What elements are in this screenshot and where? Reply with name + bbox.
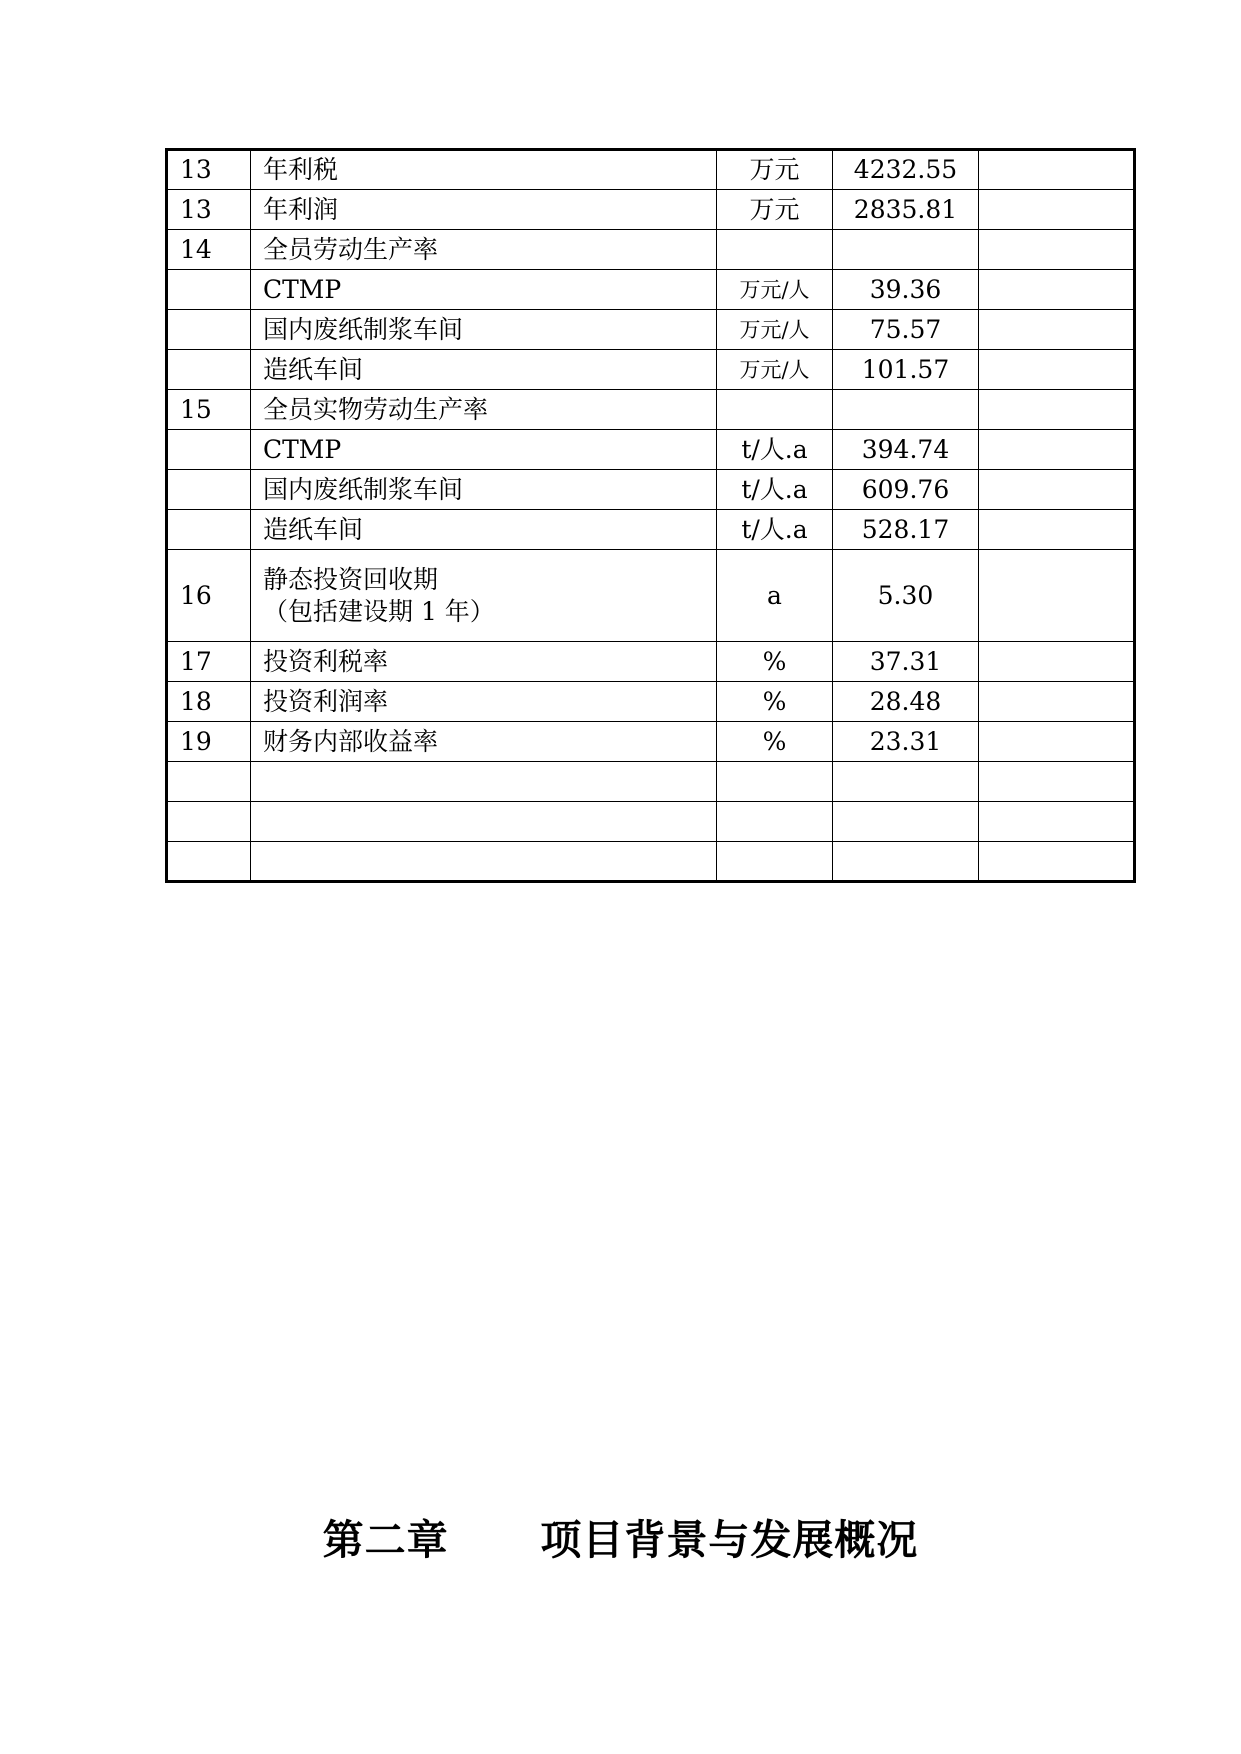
table-row [167,470,1135,510]
row-item [251,550,717,642]
row-unit: 万元/人 [717,350,833,390]
row-number [167,842,251,882]
table-row [167,762,1135,802]
row-note [979,470,1135,510]
row-value: 528.17 [833,510,979,550]
row-number: 17 [167,642,251,682]
table-row [167,722,1135,762]
row-value: 28.48 [833,682,979,722]
table-row [167,150,1135,190]
row-number: 16 [167,550,251,642]
row-number [167,470,251,510]
row-item [251,842,717,882]
row-note [979,682,1135,722]
row-unit [717,762,833,802]
row-note [979,150,1135,190]
row-item: 财务内部收益率 [251,722,717,762]
row-number [167,270,251,310]
row-value: 39.36 [833,270,979,310]
table-row [167,310,1135,350]
row-number [167,430,251,470]
row-unit [717,230,833,270]
row-unit [717,842,833,882]
row-number: 18 [167,682,251,722]
row-value: 394.74 [833,430,979,470]
row-unit: t/人.a [717,430,833,470]
row-number [167,310,251,350]
row-item-line-1: 静态投资回收期 [263,564,439,594]
row-number [167,802,251,842]
row-item: 年利税 [251,150,717,190]
table-row [167,682,1135,722]
row-note [979,190,1135,230]
table-row [167,842,1135,882]
row-note [979,510,1135,550]
row-item: 年利润 [251,190,717,230]
row-note [979,310,1135,350]
row-number [167,762,251,802]
row-value: 4232.55 [833,150,979,190]
row-item: 全员劳动生产率 [251,230,717,270]
row-item [251,762,717,802]
row-note [979,762,1135,802]
row-value: 5.30 [833,550,979,642]
row-unit: 万元/人 [717,270,833,310]
row-unit: 万元 [717,150,833,190]
row-value [833,390,979,430]
table-row [167,350,1135,390]
row-value: 609.76 [833,470,979,510]
row-item: 国内废纸制浆车间 [251,310,717,350]
chapter-title: 第二章 项目背景与发展概况 [322,1516,919,1564]
row-unit: t/人.a [717,470,833,510]
row-number: 14 [167,230,251,270]
row-number: 19 [167,722,251,762]
row-item-line-2: （包括建设期 1 年） [263,596,495,626]
row-item: CTMP [251,430,717,470]
row-unit: % [717,642,833,682]
row-note [979,430,1135,470]
row-unit: 万元/人 [717,310,833,350]
row-value: 23.31 [833,722,979,762]
row-item: 投资利税率 [251,642,717,682]
indicator-table [165,148,1136,883]
row-number [167,350,251,390]
row-unit [717,802,833,842]
row-note [979,802,1135,842]
row-unit: t/人.a [717,510,833,550]
row-unit: 万元 [717,190,833,230]
table-row [167,230,1135,270]
row-value: 75.57 [833,310,979,350]
table-row [167,642,1135,682]
row-value [833,842,979,882]
row-value [833,230,979,270]
table-row [167,190,1135,230]
row-unit: % [717,682,833,722]
row-note [979,350,1135,390]
row-value: 101.57 [833,350,979,390]
row-note [979,842,1135,882]
row-number: 13 [167,190,251,230]
row-number: 13 [167,150,251,190]
row-note [979,270,1135,310]
table-row [167,550,1135,642]
row-item: 全员实物劳动生产率 [251,390,717,430]
table-row [167,802,1135,842]
table-row [167,510,1135,550]
row-value: 37.31 [833,642,979,682]
row-note [979,642,1135,682]
table-row [167,430,1135,470]
row-note [979,550,1135,642]
row-item: CTMP [251,270,717,310]
row-number [167,510,251,550]
row-item: 造纸车间 [251,510,717,550]
row-unit: % [717,722,833,762]
row-note [979,390,1135,430]
row-value: 2835.81 [833,190,979,230]
row-number: 15 [167,390,251,430]
row-item: 投资利润率 [251,682,717,722]
row-note [979,230,1135,270]
table-row [167,270,1135,310]
row-item: 造纸车间 [251,350,717,390]
row-note [979,722,1135,762]
row-value [833,762,979,802]
row-unit: a [717,550,833,642]
row-item [251,802,717,842]
row-unit [717,390,833,430]
table-row [167,390,1135,430]
row-item: 国内废纸制浆车间 [251,470,717,510]
row-value [833,802,979,842]
